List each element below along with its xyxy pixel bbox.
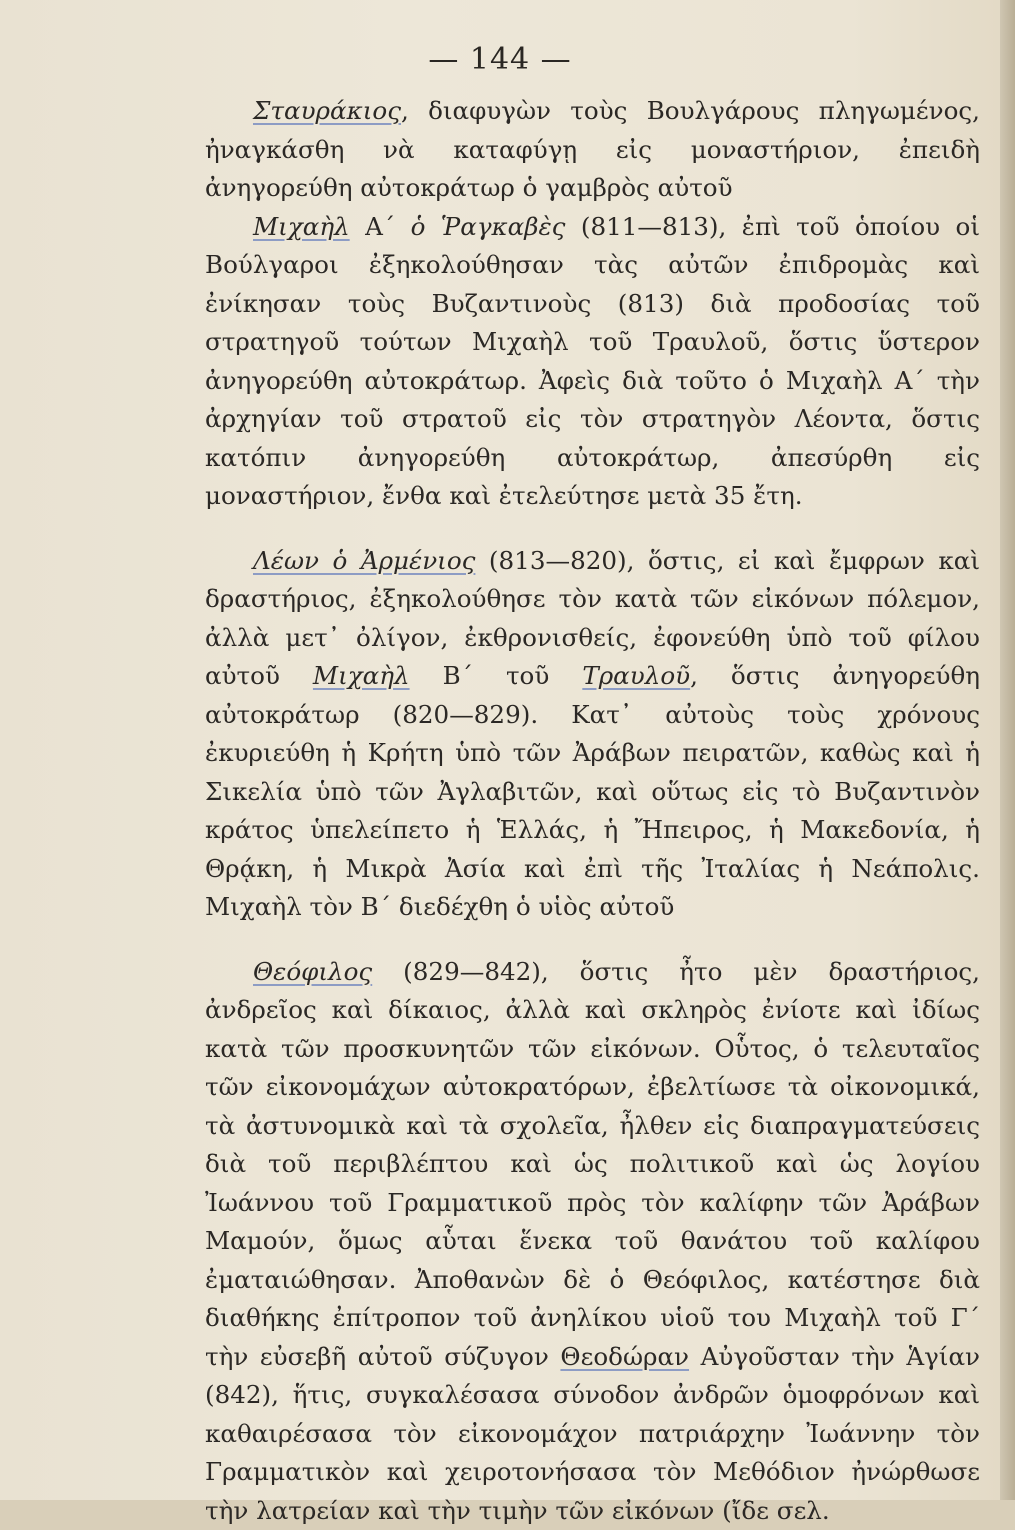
ruler-name: Μιχαὴλ <box>313 661 410 690</box>
ruler-epithet: Τραυλοῦ <box>582 661 690 690</box>
ruler-epithet: ὁ Ῥαγκαβὲς <box>411 212 566 241</box>
paragraph-text: Αὐγοῦσταν τὴν Ἁγίαν (842), ἥτις, συγκαλέσασα σύνοδον ἀνδρῶν ὁμοφρόνων καὶ καθαιρέσασα τὸν εἰκονομάχον πατριάρχην Ἰωάννην τὸν Γραμματικὸν καὶ χειροτονήσασα τὸν Μεθόδιον ἠνώρθωσε τὴν λατρείαν καὶ τὴν τιμὴν τῶν εἰκόνων (ἴδε σελ. <box>205 1342 980 1525</box>
paragraph-text: Β΄ τοῦ <box>410 661 583 690</box>
body-text <box>205 92 980 1530</box>
paragraph-text: , ὅστις ἀνηγορεύθη αὐτοκράτωρ (820—829). Κατ᾽ αὐτοὺς τοὺς χρόνους ἐκυριεύθη ἡ Κρήτη ὑπὸ τῶν Ἀράβων πειρατῶν, καθὼς καὶ ἡ Σικελία ὑπὸ τῶν Ἀγλαβιτῶν, καὶ οὕτως εἰς τὸ Βυζαντινὸν κράτος ὑπελείπετο ἡ Ἑλλάς, ἡ Ἤπειρος, ἡ Μακεδονία, ἡ Θρᾴκη, ἡ Μικρὰ Ἀσία καὶ ἐπὶ τῆς Ἰταλίας ἡ Νεάπολις. Μιχαὴλ τὸν Β΄ διεδέχθη ὁ υἱὸς αὐτοῦ <box>205 661 980 921</box>
paragraph-theophilos <box>205 953 980 1530</box>
page-number: — 144 — <box>0 42 1000 77</box>
paragraph-leo-armenian <box>205 542 980 927</box>
paragraph-stavrakios <box>205 92 980 208</box>
paragraph-michael-i <box>205 208 980 516</box>
ruler-name: Θεόφιλος <box>253 957 372 986</box>
ruler-name: Λέων ὁ Ἀρμένιος <box>253 546 475 575</box>
paragraph-text: Α΄ <box>350 212 411 241</box>
ruler-name: Μιχαὴλ <box>253 212 350 241</box>
ruler-name: Σταυράκιος <box>253 96 401 125</box>
paragraph-text: , διαφυγὼν τοὺς Βουλγάρους πληγωμένος, ἠναγκάσθη νὰ καταφύγῃ εἰς μοναστήριον, ἐπειδὴ ἀνηγορεύθη αὐτοκράτωρ ὁ γαμβρὸς αὐτοῦ <box>205 96 980 202</box>
paragraph-text: (829—842), ὅστις ἦτο μὲν δραστήριος, ἀνδρεῖος καὶ δίκαιος, ἀλλὰ καὶ σκληρὸς ἐνίοτε καὶ ἰδίως κατὰ τῶν προσκυνητῶν τῶν εἰκόνων. Οὗτος, ὁ τελευταῖος τῶν εἰκονομάχων αὐτοκρατόρων, ἐβελτίωσε τὰ οἰκονομικά, τὰ ἀστυνομικὰ καὶ τὰ σχολεῖα, ἦλθεν εἰς διαπραγματεύσεις διὰ τοῦ περιβλέπτου καὶ ὡς πολιτικοῦ καὶ ὡς λογίου Ἰωάννου τοῦ Γραμματικοῦ πρὸς τὸν καλίφην τῶν Ἀράβων Μαμούν, ὅμως αὗται ἕνεκα τοῦ θανάτου τοῦ καλίφου ἐματαιώθησαν. Ἀποθανὼν δὲ ὁ Θεόφιλος, κατέστησε διὰ διαθήκης ἐπίτροπον τοῦ ἀνηλίκου υἱοῦ του Μιχαὴλ τοῦ Γ΄ τὴν εὐσεβῆ αὐτοῦ σύζυγον <box>205 957 980 1371</box>
underlined-name: Θεοδώραν <box>560 1342 689 1371</box>
paragraph-text: (811—813), ἐπὶ τοῦ ὁποίου οἱ Βούλγαροι ἐξηκολούθησαν τὰς αὐτῶν ἐπιδρομὰς καὶ ἐνίκησαν τοὺς Βυζαντινοὺς (813) διὰ προδοσίας τοῦ στρατηγοῦ τούτων Μιχαὴλ τοῦ Τραυλοῦ, ὅστις ὕστερον ἀνηγορεύθη αὐτοκράτωρ. Ἀφεὶς διὰ τοῦτο ὁ Μιχαὴλ Α΄ τὴν ἀρχηγίαν τοῦ στρατοῦ εἰς τὸν στρατηγὸν Λέοντα, ὅστις κατόπιν ἀνηγορεύθη αὐτοκράτωρ, ἀπεσύρθη εἰς μοναστήριον, ἔνθα καὶ ἐτελεύτησε μετὰ 35 ἔτη. <box>205 212 980 511</box>
paragraph-text: (813—820), ὅστις, εἰ καὶ ἔμφρων καὶ δραστήριος, ἐξηκολούθησε τὸν κατὰ τῶν εἰκόνων πόλεμον, ἀλλὰ μετ᾽ ὀλίγον, ἐκθρονισθείς, ἐφονεύθη ὑπὸ τοῦ φίλου αὐτοῦ <box>205 546 980 691</box>
page-edge <box>1000 0 1015 1500</box>
